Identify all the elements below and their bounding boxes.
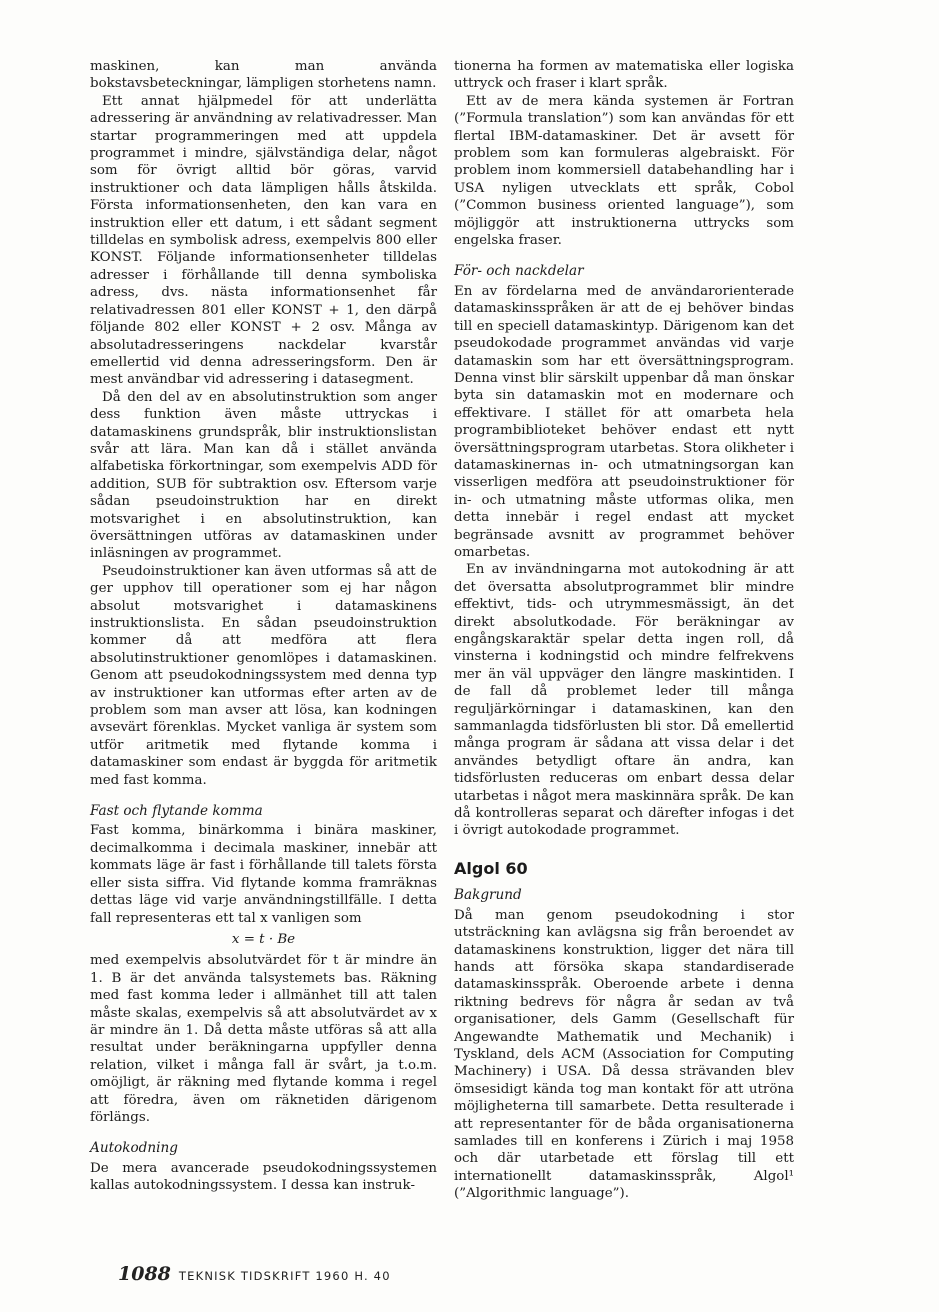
paragraph: Ett annat hjälpmedel för att underlätta adressering är användning av relativadresser. Man startar programmeringen med att uppdela programmet i mindre, självständiga delar, något som för övrigt alltid bör göras, varvid instruktioner och data lämpligen hålls åtskilda. Första informationsenheten, den kan vara en instruktion eller ett datum, i ett sådant segment tilldelas en symbolisk adress, exempelvis 800 eller KONST. Följande informationsenheter tilldelas adresser i förhållande till denna symboliska adress, dvs. nästa informationsenhet får relativadressen 801 eller KONST + 1, den därpå följande 802 eller KONST + 2 osv. Många av absolutadresseringens nackdelar kvarstår emellertid vid denna adresseringsform. Den är mest användbar vid adressering i datasegment. xyxy=(90,93,437,388)
paragraph: med exempelvis absolutvärdet för t är mindre än 1. B är det använda talsystemets bas. Räkning med fast komma leder i allmänhet till att talen måste skalas, exempelvis så att absolutvärdet av x är mindre än 1. Då detta måste utföras så att alla resultat under beräkningarna uppfyller denna relation, vilket i många fall är svårt, ja t.o.m. omöjligt, är räkning med flytande komma i regel att föredra, även om räknetiden därigenom förlängs. xyxy=(90,953,437,1125)
left-column xyxy=(90,58,437,1195)
journal-name: TEKNISK TIDSKRIFT 1960 H. 40 xyxy=(178,1269,391,1283)
right-column xyxy=(454,58,794,1203)
paragraph: Fast komma, binärkomma i binära maskiner, decimalkomma i decimala maskiner, innebär att kommats läge är fast i förhållande till talets första eller sista siffra. Vid flytande komma framräknas dettas läge vid varje användningstillfälle. I detta fall representeras ett tal x vanligen som xyxy=(90,823,437,926)
paragraph: En av fördelarna med de användarorienterade datamaskinsspråken är att de ej behöver bindas till en speciell datamaskintyp. Därigenom kan det pseudokodade programmet användas vid varje datamaskin som har ett översättningsprogram. Denna vinst blir särskilt uppenbar då man önskar byta sin datamaskin mot en modernare och effektivare. I stället för att omarbeta hela programbiblioteket behöver endast ett nytt översättningsprogram utarbetas. Stora olikheter i datamaskinernas in- och utmatningsorgan kan visserligen medföra att pseudoinstruktioner för in- och utmatning måste utformas olika, men detta innebär i regel endast att mycket begränsade avsnitt av programmet behöver omarbetas. xyxy=(454,283,794,560)
paragraph: Ett av de mera kända systemen är Fortran (”Formula translation”) som kan användas för ett flertal IBM-datamaskiner. Det är avsett för problem som kan formuleras algebraiskt. För problem inom kommersiell databehandling har i USA nyligen utvecklats ett språk, Cobol (”Common business oriented language”), som möjliggör att instruktionerna uttrycks som engelska fraser. xyxy=(454,93,794,249)
page-footer xyxy=(118,1263,391,1285)
formula: x = t · Be xyxy=(231,931,296,947)
subheading-fast-och-flytande-komma: Fast och flytande komma xyxy=(90,803,263,820)
paragraph: Då man genom pseudokodning i stor utsträckning kan avlägsna sig från beroendet av datamaskinens konstruktion, ligger det nära till hands att försöka skapa standardiserade datamaskinsspråk. Oberoende arbete i denna riktning bedrevs för några år sedan av två organisationer, dels Gamm (Gesellschaft für Angewandte Mathematik und Mechanik) i Tyskland, dels ACM (Association for Computing Machinery) i USA. Då dessa strävanden blev ömsesidigt kända tog man kontakt för att utröna möjligheterna till samarbete. Detta resulterade i att representanter för de båda organisationerna samlades till en konferens i Zürich i maj 1958 och där utarbetade ett förslag till ett internationellt datamaskinsspråk, Algol¹ (”Algorithmic language”). xyxy=(454,907,794,1202)
paragraph: De mera avancerade pseudokodningssystemen kallas autokodningssystem. I dessa kan instruk- xyxy=(90,1160,437,1194)
page-number: 1088 xyxy=(118,1263,171,1285)
section-title-algol-60: Algol 60 xyxy=(454,858,528,878)
subheading-autokodning: Autokodning xyxy=(90,1140,178,1157)
subheading-for-och-nackdelar: För- och nackdelar xyxy=(454,263,584,280)
paragraph: Pseudoinstruktioner kan även utformas så att de ger upphov till operationer som ej har någon absolut motsvarighet i datamaskinens instruktionslista. En sådan pseudoinstruktion kommer då att medföra att flera absolutinstruktioner genomlöpes i datamaskinen. Genom att pseudokodningssystem med denna typ av instruktioner kan utformas efter arten av de problem som man avser att lösa, kan kodningen avsevärt förenklas. Mycket vanliga är system som utför aritmetik med flytande komma i datamaskiner som endast är byggda för aritmetik med fast komma. xyxy=(90,563,437,788)
paragraph: tionerna ha formen av matematiska eller logiska uttryck och fraser i klart språk. xyxy=(454,59,794,92)
paragraph: Då den del av en absolutinstruktion som anger dess funktion även måste uttryckas i datamaskinens grundspråk, blir instruktionslistan svår att lära. Man kan då i stället använda alfabetiska förkortningar, som exempelvis ADD för addition, SUB för subtraktion osv. Eftersom varje sådan pseudoinstruktion har en direkt motsvarighet i en absolutinstruktion, kan översättningen utföras av datamaskinen under inläsningen av programmet. xyxy=(90,389,437,562)
subheading-bakgrund: Bakgrund xyxy=(454,887,522,904)
paragraph: maskinen, kan man använda bokstavsbeteckningar, lämpligen storhetens namn. xyxy=(90,59,437,92)
paragraph: En av invändningarna mot autokodning är att det översatta absolutprogrammet blir mindre effektivt, tids- och utrymmesmässigt, än det direkt absolutkodade. För beräkningar av engångskaraktär spelar detta ingen roll, då vinsterna i kodningstid och mindre felfrekvens mer än väl uppväger den längre maskintiden. I de fall då problemet leder till många reguljärkörningar i datamaskinen, kan den sammanlagda tidsförlusten bli stor. Då emellertid många program är sådana att vissa delar i det användes betydligt oftare än andra, kan tidsförlusten reduceras om enbart dessa delar utarbetas i något mera maskinnära språk. De kan då kontrolleras separat och därefter infogas i det i övrigt autokodade programmet. xyxy=(454,562,794,839)
